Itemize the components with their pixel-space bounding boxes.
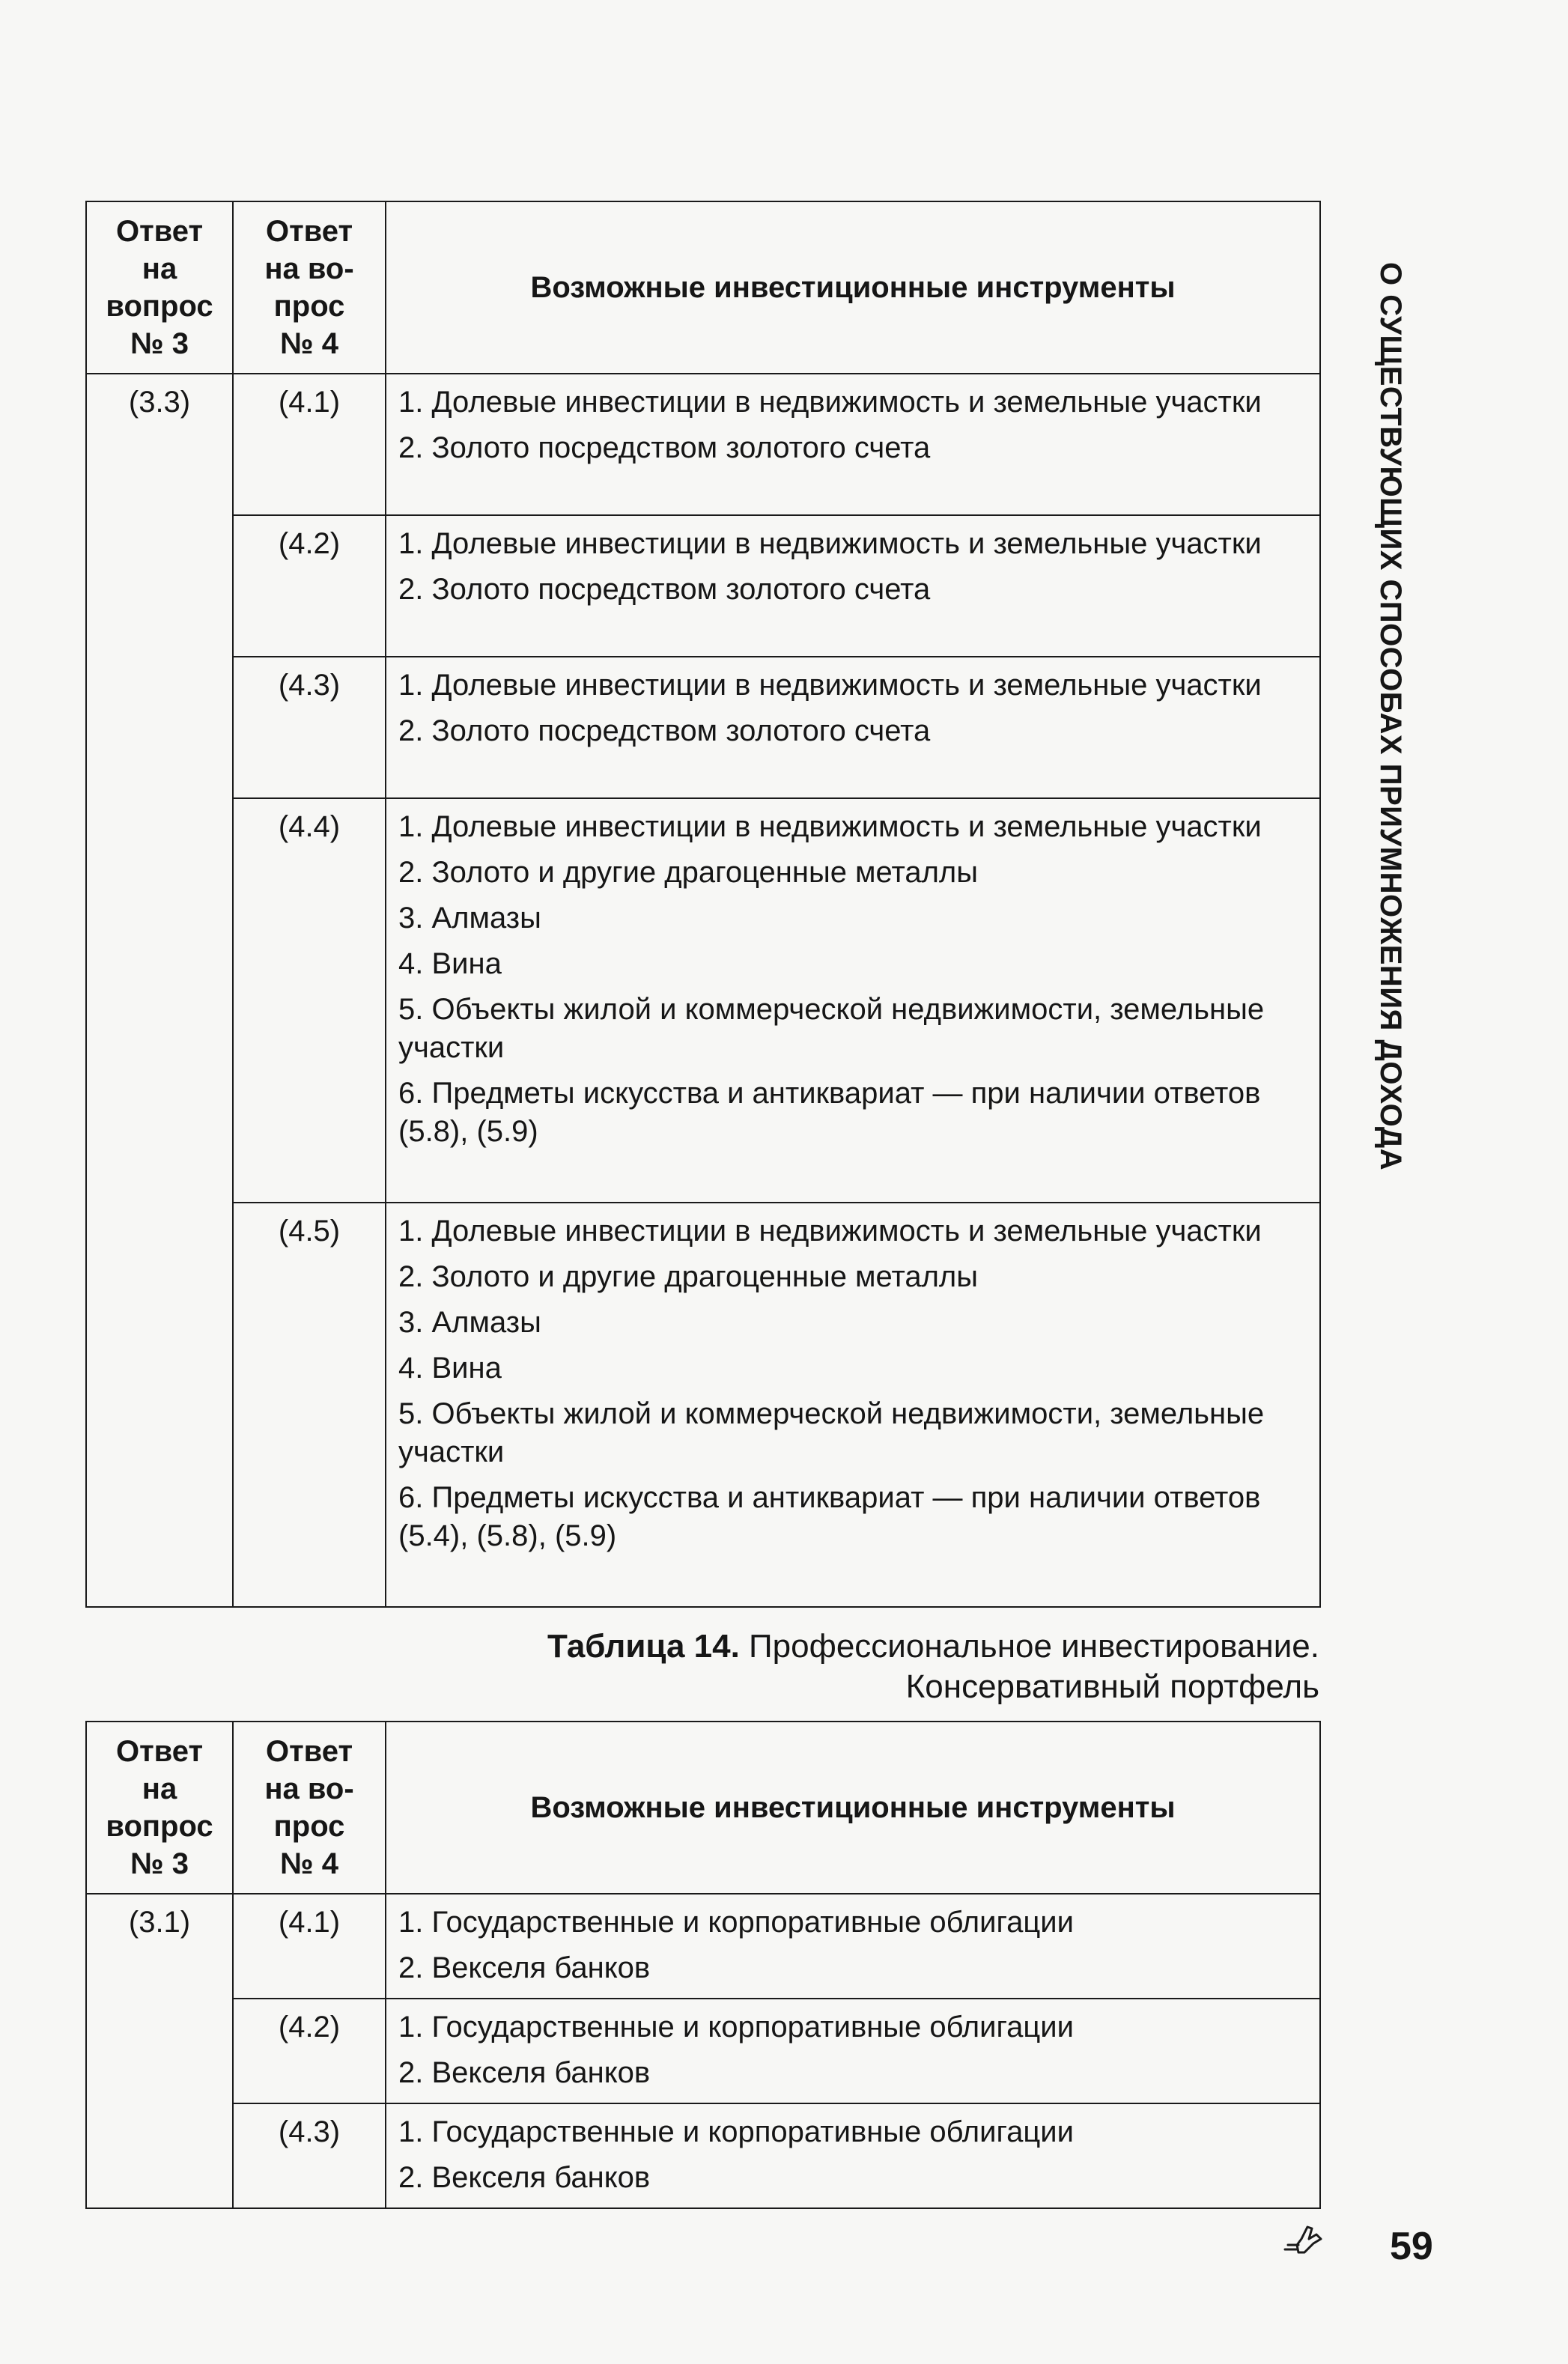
header-instruments: Возможные инвестиционные инструменты (386, 201, 1320, 374)
caption-line-1: Профессиональное инвестирование. (749, 1628, 1319, 1665)
list-item: 2. Векселя банков (398, 1951, 651, 1984)
list-item: 4. Вина (398, 1352, 502, 1385)
header-instruments: Возможные инвестиционные инструменты (386, 1722, 1320, 1894)
list-item: 6. Предметы искусства и антиквариат — при наличии ответов (5.4), (5.8), (5.9) (398, 1481, 1261, 1552)
q4-answer-code: (4.3) (233, 2103, 386, 2208)
q4-answer-code: (4.3) (233, 657, 386, 798)
table-header-row (86, 201, 1320, 374)
table-row (86, 374, 1320, 515)
q4-answer-code: (4.2) (233, 1999, 386, 2103)
table-row (86, 515, 1320, 657)
list-item: 1. Государственные и корпоративные облигации (398, 2115, 1074, 2148)
page-number: 59 (1390, 2225, 1433, 2268)
instrument-list (386, 1999, 1320, 2103)
table-row (86, 1999, 1320, 2103)
table-row (86, 657, 1320, 798)
caption-label: Таблица 14. (547, 1628, 740, 1665)
caption-line-2: Консервативный портфель (905, 1668, 1319, 1705)
table-row (86, 1203, 1320, 1607)
table-row (86, 1894, 1320, 1999)
list-item: 5. Объекты жилой и коммерческой недвижимости, земельные участки (398, 993, 1265, 1064)
list-item: 1. Государственные и корпоративные облигации (398, 1906, 1074, 1939)
instrument-list (386, 657, 1320, 798)
list-item: 1. Государственные и корпоративные облигации (398, 2011, 1074, 2044)
running-head-text: О СУЩЕСТВУЮЩИХ СПОСОБАХ ПРИУМНОЖЕНИЯ ДОХОДА (1374, 262, 1407, 1171)
header-q3: Ответ на вопрос № 3 (86, 1722, 233, 1894)
list-item: 1. Долевые инвестиции в недвижимость и земельные участки (398, 527, 1262, 560)
list-item: 1. Долевые инвестиции в недвижимость и земельные участки (398, 810, 1262, 843)
q4-answer-code: (4.1) (233, 1894, 386, 1999)
pointing-hand-icon (1282, 2224, 1325, 2257)
list-item: 1. Долевые инвестиции в недвижимость и земельные участки (398, 669, 1262, 702)
q4-answer-code: (4.2) (233, 515, 386, 657)
investment-table-conservative (85, 1721, 1321, 2209)
list-item: 5. Объекты жилой и коммерческой недвижимости, земельные участки (398, 1397, 1265, 1468)
list-item: 2. Золото и другие драгоценные металлы (398, 1260, 979, 1293)
list-item: 1. Долевые инвестиции в недвижимость и земельные участки (398, 386, 1262, 419)
list-item: 2. Золото посредством золотого счета (398, 573, 931, 606)
instrument-list (386, 515, 1320, 657)
list-item: 3. Алмазы (398, 1306, 541, 1339)
instrument-list (386, 1894, 1320, 1999)
list-item: 2. Векселя банков (398, 2056, 651, 2089)
table-header-row (86, 1722, 1320, 1894)
list-item: 2. Золото посредством золотого счета (398, 431, 931, 464)
instrument-list (386, 1203, 1320, 1607)
list-item: 2. Векселя банков (398, 2161, 651, 2194)
q3-answer-code: (3.3) (86, 374, 233, 1607)
q4-answer-code: (4.1) (233, 374, 386, 515)
instrument-list (386, 2103, 1320, 2208)
q4-answer-code: (4.4) (233, 798, 386, 1203)
table-row (86, 798, 1320, 1203)
list-item: 2. Золото и другие драгоценные металлы (398, 856, 979, 889)
q3-answer-code: (3.1) (86, 1894, 233, 2208)
header-q4: Ответ на во- прос № 4 (233, 201, 386, 374)
header-q4: Ответ на во- прос № 4 (233, 1722, 386, 1894)
list-item: 6. Предметы искусства и антиквариат — при наличии ответов (5.8), (5.9) (398, 1077, 1261, 1148)
header-q3: Ответ на вопрос № 3 (86, 201, 233, 374)
list-item: 2. Золото посредством золотого счета (398, 714, 931, 747)
table-caption (346, 1626, 1319, 1707)
table-row (86, 2103, 1320, 2208)
instrument-list (386, 798, 1320, 1203)
investment-table-first (85, 201, 1321, 1608)
list-item: 4. Вина (398, 947, 502, 980)
instrument-list (386, 374, 1320, 515)
list-item: 1. Долевые инвестиции в недвижимость и земельные участки (398, 1215, 1262, 1248)
q4-answer-code: (4.5) (233, 1203, 386, 1607)
list-item: 3. Алмазы (398, 902, 541, 935)
